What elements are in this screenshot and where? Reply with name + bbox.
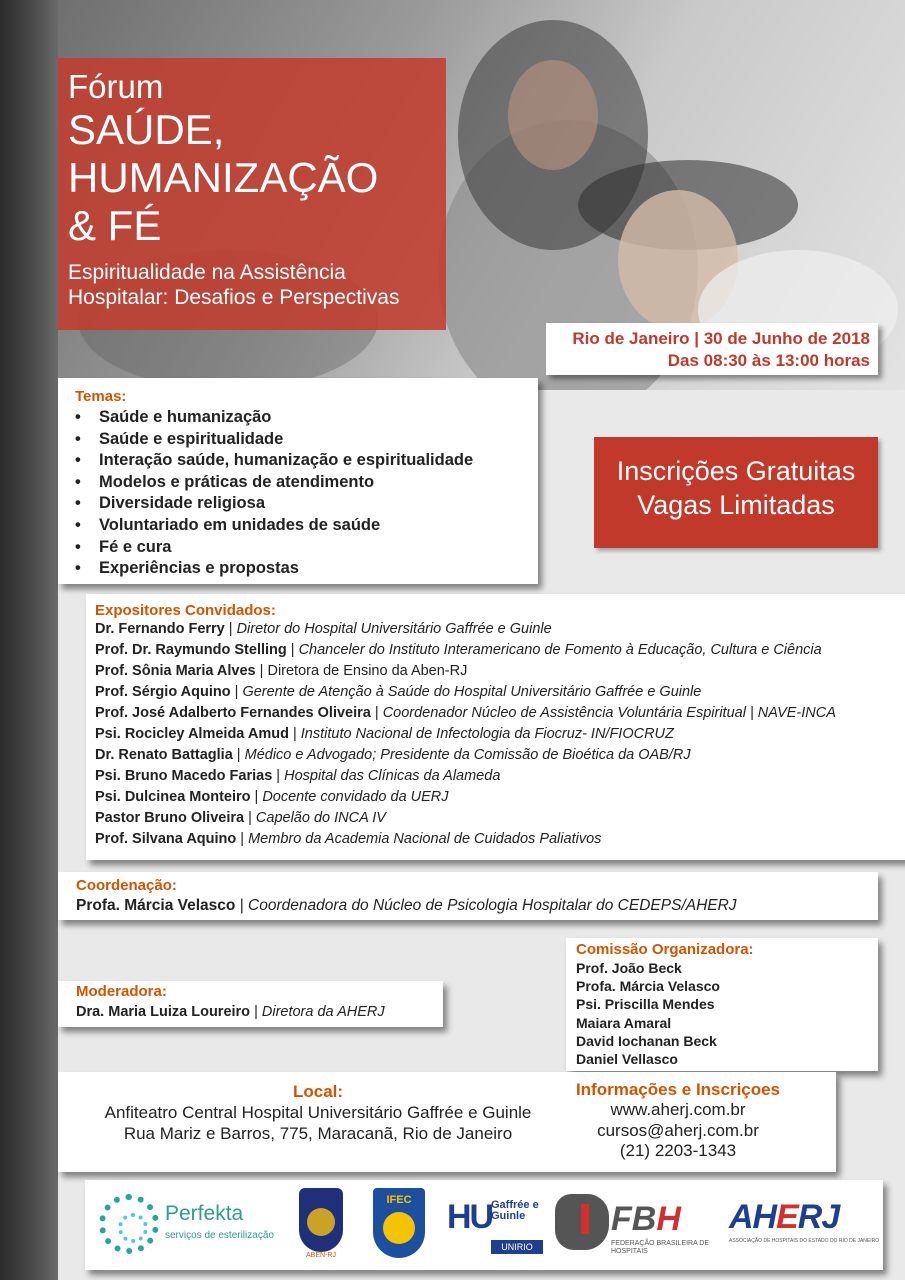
theme-item: • Experiências e propostas bbox=[75, 558, 538, 580]
location-line-1: Anfiteatro Central Hospital Universitário Gaffrée e Guinle bbox=[104, 1103, 532, 1122]
speaker-row bbox=[95, 766, 905, 787]
speaker-row bbox=[95, 640, 905, 661]
speaker-name: Psi. Dulcinea Monteiro bbox=[95, 789, 251, 805]
hu-unirio: UNIRIO bbox=[491, 1240, 543, 1254]
speaker-role: Hospital das Clínicas da Alameda bbox=[284, 768, 501, 784]
fbh-caption: FEDERAÇÃO BRASILEIRA DE HOSPITAIS bbox=[611, 1240, 710, 1255]
aben-logo bbox=[295, 1188, 347, 1264]
speaker-name: Prof. Dr. Raymundo Stelling bbox=[95, 642, 287, 658]
location-card bbox=[58, 1072, 836, 1172]
coordination-row bbox=[76, 895, 878, 917]
forum-label: Fórum bbox=[68, 68, 164, 105]
moderator-name: Dra. Maria Luiza Loureiro bbox=[76, 1004, 251, 1020]
info-email-link[interactable]: cursos@aherj.com.br bbox=[597, 1120, 759, 1140]
speaker-row bbox=[95, 829, 905, 850]
themes-list bbox=[75, 407, 538, 580]
theme-item: • Fé e cura bbox=[75, 537, 538, 559]
aherj-wordmark: AHERJ bbox=[729, 1198, 840, 1236]
separator: | bbox=[272, 768, 285, 784]
theme-item: • Saúde e espiritualidade bbox=[75, 429, 538, 451]
separator: | bbox=[236, 831, 249, 847]
committee-member: Psi. Priscilla Mendes bbox=[576, 996, 715, 1013]
committee-member: Daniel Vellasco bbox=[576, 1051, 678, 1068]
committee-heading: Comissão Organizadora: bbox=[576, 941, 754, 958]
separator: | bbox=[370, 705, 383, 721]
speaker-row bbox=[95, 787, 905, 808]
speaker-row bbox=[95, 619, 905, 640]
theme-item: • Voluntariado em unidades de saúde bbox=[75, 515, 538, 537]
coordinator-role: Coordenadora do Núcleo de Psicologia Hospitalar do CEDEPS/AHERJ bbox=[248, 897, 737, 914]
separator: | bbox=[250, 1004, 262, 1020]
separator: | bbox=[232, 747, 245, 763]
aherj-logo bbox=[725, 1188, 880, 1264]
info-website-link[interactable]: www.aherj.com.br bbox=[610, 1100, 746, 1119]
speaker-row bbox=[95, 808, 905, 829]
committee-member: Profa. Márcia Velasco bbox=[576, 978, 720, 995]
speaker-row bbox=[95, 724, 905, 745]
hu-name: Gaffrée e Guinle bbox=[491, 1199, 539, 1222]
fbh-wordmark: FBH bbox=[611, 1200, 681, 1238]
speaker-role: Chanceler do Instituto Interamericano de Fomento à Educação, Cultura e Ciência bbox=[298, 642, 822, 658]
perfekta-name: Perfekta bbox=[165, 1202, 244, 1225]
speaker-role: Diretora de Ensino da Aben-RJ bbox=[267, 663, 468, 679]
theme-item: • Interação saúde, humanização e espiritualidade bbox=[75, 450, 538, 472]
separator: | bbox=[224, 621, 237, 637]
committee-member: Maiara Amaral bbox=[576, 1014, 672, 1031]
title-line-1: SAÚDE, bbox=[68, 106, 225, 153]
speaker-name: Prof. Sérgio Aquino bbox=[95, 684, 231, 700]
speaker-role: Capelão do INCA IV bbox=[255, 810, 386, 826]
speaker-name: Pastor Bruno Oliveira bbox=[95, 810, 245, 826]
coordination-card bbox=[58, 872, 878, 920]
speaker-role: Docente convidado da UERJ bbox=[262, 789, 449, 805]
coordination-heading: Coordenação: bbox=[76, 877, 177, 894]
speaker-name: Dr. Renato Battaglia bbox=[95, 747, 233, 763]
subtitle-line-1: Espiritualidade na Assistência bbox=[68, 261, 346, 284]
committee-member: David Iochanan Beck bbox=[576, 1032, 717, 1049]
speaker-role: Médico e Advogado; Presidente da Comissão de Bioética da OAB/RJ bbox=[244, 747, 691, 763]
info-block bbox=[548, 1080, 808, 1162]
speaker-row bbox=[95, 682, 905, 703]
speaker-name: Dr. Fernando Ferry bbox=[95, 621, 225, 637]
perfekta-tagline: serviços de esterilização bbox=[165, 1230, 274, 1241]
aben-caption: ABEN-RJ bbox=[306, 1252, 336, 1259]
separator: | bbox=[244, 810, 256, 826]
speaker-role: Membro da Academia Nacional de Cuidados Paliativos bbox=[248, 831, 602, 847]
hu-mark: HU bbox=[447, 1198, 493, 1236]
subtitle-line-2: Hospitalar: Desafios e Perspectivas bbox=[68, 286, 400, 309]
ifec-label: IFEC bbox=[386, 1194, 412, 1206]
theme-item: • Modelos e práticas de atendimento bbox=[75, 472, 538, 494]
speaker-name: Prof. Silvana Aquino bbox=[95, 831, 237, 847]
location-block bbox=[58, 1082, 578, 1144]
registration-line-1: Inscrições Gratuitas bbox=[616, 456, 856, 486]
event-hours: Das 08:30 às 13:00 horas bbox=[667, 351, 870, 370]
title-line-3: & FÉ bbox=[68, 202, 162, 249]
separator: | bbox=[235, 897, 249, 914]
speakers-card bbox=[86, 594, 905, 860]
perfekta-logo bbox=[99, 1188, 289, 1264]
separator: | bbox=[286, 642, 299, 658]
info-phone: (21) 2203-1343 bbox=[619, 1141, 737, 1160]
speaker-role: Gerente de Atenção à Saúde do Hospital Universitário Gaffrée e Guinle bbox=[242, 684, 702, 700]
moderator-heading: Moderadora: bbox=[76, 983, 167, 1000]
ifec-logo bbox=[371, 1188, 427, 1264]
theme-item: • Diversidade religiosa bbox=[75, 493, 538, 515]
globe-icon bbox=[383, 1212, 415, 1244]
speaker-role: Diretor do Hospital Universitário Gaffrée e Guinle bbox=[236, 621, 552, 637]
location-line-2: Rua Mariz e Barros, 775, Maracanã, Rio de Janeiro bbox=[123, 1124, 513, 1143]
event-place-date: Rio de Janeiro | 30 de Junho de 2018 bbox=[572, 329, 870, 348]
fbh-logo bbox=[555, 1188, 715, 1264]
side-dark-strip bbox=[0, 0, 58, 1280]
themes-card bbox=[58, 378, 538, 584]
speakers-list bbox=[95, 619, 905, 850]
info-heading: Informações e Inscriçoes bbox=[575, 1080, 781, 1099]
registration-banner bbox=[594, 437, 878, 548]
speaker-row bbox=[95, 745, 905, 766]
speaker-name: Prof. José Adalberto Fernandes Oliveira bbox=[95, 705, 371, 721]
hu-logo bbox=[447, 1188, 547, 1264]
speaker-name: Psi. Rocicley Almeida Amud bbox=[95, 726, 289, 742]
separator: | bbox=[250, 789, 263, 805]
speaker-name: Prof. Sônia Maria Alves bbox=[95, 663, 256, 679]
theme-item: • Saúde e humanização bbox=[75, 407, 538, 429]
aben-crest-icon bbox=[299, 1188, 343, 1252]
moderator-role: Diretora da AHERJ bbox=[261, 1004, 385, 1020]
perfekta-dots-icon bbox=[99, 1194, 159, 1254]
speaker-name: Psi. Bruno Macedo Farias bbox=[95, 768, 273, 784]
speaker-row bbox=[95, 661, 905, 682]
themes-heading: Temas: bbox=[75, 388, 127, 405]
committee-member: Prof. João Beck bbox=[576, 960, 682, 976]
separator: | bbox=[288, 726, 301, 742]
location-heading: Local: bbox=[292, 1082, 344, 1101]
speaker-row bbox=[95, 703, 905, 724]
moderator-row bbox=[76, 1001, 443, 1023]
coordinator-name: Profa. Márcia Velasco bbox=[76, 897, 236, 914]
date-box bbox=[546, 323, 878, 375]
separator: | bbox=[255, 663, 268, 679]
speaker-role: Coordenador Núcleo de Assistência Voluntária Espiritual | NAVE-INCA bbox=[382, 705, 836, 721]
registration-line-2: Vagas Limitadas bbox=[637, 490, 835, 520]
speaker-role: Instituto Nacional de Infectologia da Fiocruz- IN/FIOCRUZ bbox=[300, 726, 674, 742]
committee-card bbox=[566, 938, 878, 1071]
brazil-map-icon bbox=[555, 1194, 609, 1250]
aherj-caption: ASSOCIAÇÃO DE HOSPITAIS DO ESTADO DO RIO DE JANEIRO bbox=[729, 1238, 880, 1244]
sponsor-logos bbox=[85, 1180, 883, 1270]
title-line-2: HUMANIZAÇÃO bbox=[68, 154, 379, 201]
separator: | bbox=[230, 684, 243, 700]
moderator-card bbox=[58, 981, 443, 1027]
title-box bbox=[58, 58, 446, 330]
speakers-heading: Expositores Convidados: bbox=[95, 602, 276, 619]
